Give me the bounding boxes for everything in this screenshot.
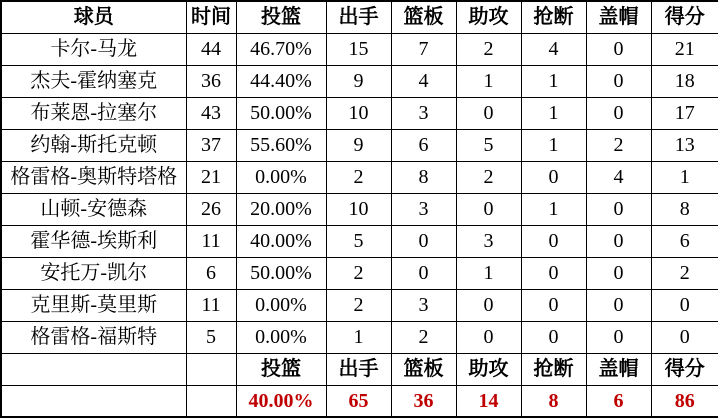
points-cell: 17	[651, 97, 718, 129]
points-cell: 18	[651, 65, 718, 97]
fga-cell: 2	[326, 257, 391, 289]
footer-spacer-minutes	[186, 353, 236, 385]
steals-cell: 0	[521, 321, 586, 353]
column-header-points: 得分	[651, 1, 718, 33]
assists-cell: 0	[456, 97, 521, 129]
header-row	[1, 1, 718, 33]
total-steals: 8	[521, 385, 586, 417]
total-fg-pct: 40.00%	[236, 385, 326, 417]
table-row	[1, 161, 718, 193]
column-header-steals: 抢断	[521, 1, 586, 33]
table-row	[1, 257, 718, 289]
rebounds-cell: 6	[391, 129, 456, 161]
footer-header-points: 得分	[651, 353, 718, 385]
fg-pct-cell: 20.00%	[236, 193, 326, 225]
steals-cell: 1	[521, 129, 586, 161]
fg-pct-cell: 40.00%	[236, 225, 326, 257]
column-header-minutes: 时间	[186, 1, 236, 33]
player-name-cell: 克里斯-莫里斯	[1, 289, 186, 321]
minutes-cell: 26	[186, 193, 236, 225]
rebounds-cell: 4	[391, 65, 456, 97]
fg-pct-cell: 50.00%	[236, 97, 326, 129]
column-header-rebounds: 篮板	[391, 1, 456, 33]
points-cell: 8	[651, 193, 718, 225]
player-name-cell: 杰夫-霍纳塞克	[1, 65, 186, 97]
minutes-cell: 36	[186, 65, 236, 97]
blocks-cell: 0	[586, 33, 651, 65]
totals-spacer-player	[1, 385, 186, 417]
player-name-cell: 卡尔-马龙	[1, 33, 186, 65]
column-header-fga: 出手	[326, 1, 391, 33]
minutes-cell: 44	[186, 33, 236, 65]
steals-cell: 1	[521, 97, 586, 129]
blocks-cell: 4	[586, 161, 651, 193]
fga-cell: 2	[326, 161, 391, 193]
column-header-fg-pct: 投篮	[236, 1, 326, 33]
points-cell: 1	[651, 161, 718, 193]
player-name-cell: 布莱恩-拉塞尔	[1, 97, 186, 129]
rebounds-cell: 3	[391, 289, 456, 321]
minutes-cell: 21	[186, 161, 236, 193]
minutes-cell: 43	[186, 97, 236, 129]
fga-cell: 1	[326, 321, 391, 353]
footer-header-blocks: 盖帽	[586, 353, 651, 385]
footer-header-rebounds: 篮板	[391, 353, 456, 385]
points-cell: 13	[651, 129, 718, 161]
assists-cell: 0	[456, 321, 521, 353]
player-name-cell: 格雷格-奥斯特塔格	[1, 161, 186, 193]
assists-cell: 1	[456, 65, 521, 97]
assists-cell: 3	[456, 225, 521, 257]
table-row	[1, 321, 718, 353]
fga-cell: 2	[326, 289, 391, 321]
assists-cell: 5	[456, 129, 521, 161]
total-fga: 65	[326, 385, 391, 417]
steals-cell: 0	[521, 225, 586, 257]
table-row	[1, 33, 718, 65]
total-assists: 14	[456, 385, 521, 417]
table-row	[1, 193, 718, 225]
fg-pct-cell: 50.00%	[236, 257, 326, 289]
blocks-cell: 0	[586, 225, 651, 257]
fg-pct-cell: 0.00%	[236, 289, 326, 321]
blocks-cell: 0	[586, 257, 651, 289]
points-cell: 0	[651, 289, 718, 321]
rebounds-cell: 3	[391, 193, 456, 225]
fga-cell: 5	[326, 225, 391, 257]
minutes-cell: 11	[186, 225, 236, 257]
rebounds-cell: 7	[391, 33, 456, 65]
fg-pct-cell: 0.00%	[236, 161, 326, 193]
steals-cell: 1	[521, 193, 586, 225]
totals-row	[1, 385, 718, 417]
assists-cell: 2	[456, 33, 521, 65]
assists-cell: 2	[456, 161, 521, 193]
points-cell: 2	[651, 257, 718, 289]
footer-header-row	[1, 353, 718, 385]
fg-pct-cell: 44.40%	[236, 65, 326, 97]
steals-cell: 0	[521, 257, 586, 289]
fga-cell: 15	[326, 33, 391, 65]
steals-cell: 4	[521, 33, 586, 65]
player-name-cell: 山顿-安德森	[1, 193, 186, 225]
footer-header-fga: 出手	[326, 353, 391, 385]
blocks-cell: 0	[586, 321, 651, 353]
points-cell: 0	[651, 321, 718, 353]
blocks-cell: 0	[586, 289, 651, 321]
blocks-cell: 0	[586, 97, 651, 129]
fga-cell: 10	[326, 97, 391, 129]
totals-spacer-minutes	[186, 385, 236, 417]
footer-header-steals: 抢断	[521, 353, 586, 385]
player-name-cell: 约翰-斯托克顿	[1, 129, 186, 161]
footer-spacer-player	[1, 353, 186, 385]
steals-cell: 0	[521, 289, 586, 321]
blocks-cell: 0	[586, 193, 651, 225]
steals-cell: 0	[521, 161, 586, 193]
fga-cell: 9	[326, 65, 391, 97]
minutes-cell: 11	[186, 289, 236, 321]
rebounds-cell: 0	[391, 225, 456, 257]
fga-cell: 9	[326, 129, 391, 161]
total-blocks: 6	[586, 385, 651, 417]
assists-cell: 0	[456, 289, 521, 321]
fg-pct-cell: 46.70%	[236, 33, 326, 65]
footer-header-assists: 助攻	[456, 353, 521, 385]
rebounds-cell: 3	[391, 97, 456, 129]
player-name-cell: 霍华德-埃斯利	[1, 225, 186, 257]
minutes-cell: 6	[186, 257, 236, 289]
fg-pct-cell: 55.60%	[236, 129, 326, 161]
total-points: 86	[651, 385, 718, 417]
table-row	[1, 129, 718, 161]
steals-cell: 1	[521, 65, 586, 97]
column-header-blocks: 盖帽	[586, 1, 651, 33]
rebounds-cell: 0	[391, 257, 456, 289]
table-row	[1, 65, 718, 97]
rebounds-cell: 2	[391, 321, 456, 353]
blocks-cell: 0	[586, 65, 651, 97]
points-cell: 6	[651, 225, 718, 257]
points-cell: 21	[651, 33, 718, 65]
blocks-cell: 2	[586, 129, 651, 161]
player-name-cell: 格雷格-福斯特	[1, 321, 186, 353]
table-row	[1, 97, 718, 129]
rebounds-cell: 8	[391, 161, 456, 193]
minutes-cell: 5	[186, 321, 236, 353]
assists-cell: 0	[456, 193, 521, 225]
table-row	[1, 225, 718, 257]
player-name-cell: 安托万-凯尔	[1, 257, 186, 289]
fga-cell: 10	[326, 193, 391, 225]
assists-cell: 1	[456, 257, 521, 289]
player-rows	[1, 33, 718, 353]
fg-pct-cell: 0.00%	[236, 321, 326, 353]
column-header-assists: 助攻	[456, 1, 521, 33]
table-row	[1, 289, 718, 321]
footer-header-fg-pct: 投篮	[236, 353, 326, 385]
total-rebounds: 36	[391, 385, 456, 417]
column-header-player: 球员	[1, 1, 186, 33]
minutes-cell: 37	[186, 129, 236, 161]
